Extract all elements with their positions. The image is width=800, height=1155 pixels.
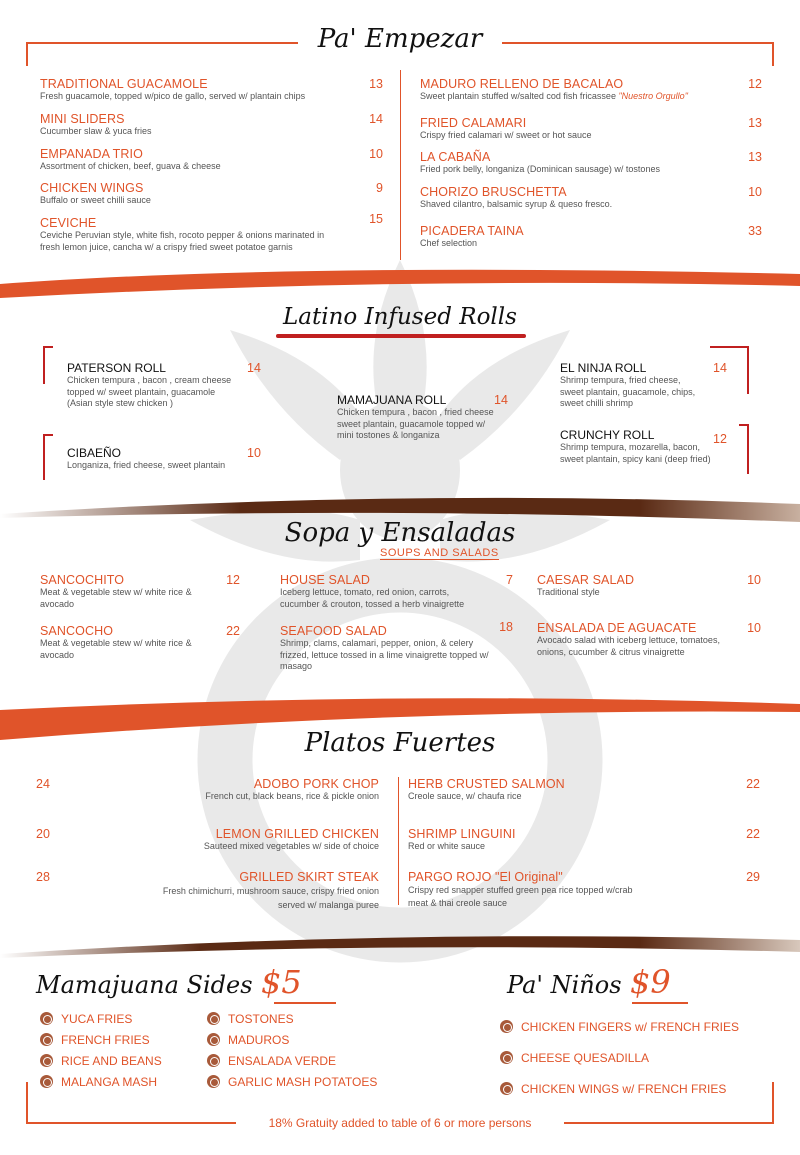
bracket — [43, 346, 53, 348]
sides-col2 — [207, 1008, 377, 1092]
section-title-sopa: Sopa y Ensaladas — [284, 518, 516, 548]
item-price: 13 — [369, 77, 383, 91]
item-desc: Longaniza, fried cheese, sweet plantain — [67, 460, 226, 470]
bullet-icon — [40, 1012, 53, 1025]
empezar-left-list — [40, 77, 385, 253]
bottom-frame-left-vert — [26, 1082, 28, 1124]
item-price: 20 — [36, 827, 50, 841]
menu-item — [40, 112, 385, 147]
item-desc: Meat & vegetable stew w/ white rice & avocado — [40, 638, 192, 660]
item-desc: Assortment of chicken, beef, guava & cheese — [40, 161, 221, 171]
menu-item — [40, 624, 240, 661]
item-price: 33 — [748, 224, 762, 238]
section-title-platos: Platos Fuertes — [304, 728, 496, 758]
item-desc: Iceberg lettuce, tomato, red onion, carrots, cucumber & crouton, tossed a herb vinaigrette — [280, 587, 465, 609]
item-price: 7 — [506, 573, 513, 587]
item-price: 14 — [494, 393, 508, 407]
menu-item — [40, 147, 385, 181]
bracket — [43, 434, 53, 436]
gratuity-note: 18% Gratuity added to table of 6 or more persons — [268, 1116, 532, 1130]
item-name: ENSALADA DE AGUACATE — [537, 621, 697, 635]
ninos-item-label: CHICKEN WINGS w/ FRENCH FRIES — [521, 1081, 727, 1096]
section-title-empezar: Pa' Empezar — [317, 24, 483, 54]
item-name: MAMAJUANA ROLL — [337, 393, 447, 407]
sopa-col3 — [537, 573, 761, 658]
side-item — [40, 1029, 162, 1050]
ninos-price-underline — [632, 1002, 688, 1004]
item-price: 10 — [369, 147, 383, 161]
side-item — [40, 1008, 162, 1029]
menu-item — [420, 116, 762, 150]
ninos-item — [500, 1073, 739, 1104]
ninos-item-label: CHICKEN FINGERS w/ FRENCH FRIES — [521, 1019, 740, 1034]
side-item — [207, 1029, 377, 1050]
item-desc: Ceviche Peruvian style, white fish, rocoto pepper & onions marinated in fresh lemon juice, cancha w/ a crispy fried sweet potatoe garnis — [40, 230, 325, 252]
ninos-list — [500, 1011, 739, 1104]
item-name: CHICKEN WINGS — [40, 181, 144, 195]
ninos-header — [507, 963, 671, 1001]
item-desc: Shrimp tempura, mozarella, bacon, sweet plantain, spicy kani (deep fried) — [560, 442, 711, 464]
menu-item — [537, 573, 761, 621]
item-name: MADURO RELLENO DE BACALAO — [420, 77, 624, 91]
side-item-label: TOSTONES — [228, 1011, 294, 1026]
bullet-icon — [207, 1075, 220, 1088]
item-name: SHRIMP LINGUINI — [408, 827, 516, 841]
menu-item — [36, 870, 379, 912]
item-desc: French cut, black beans, rice & pickle onion — [205, 791, 379, 801]
item-price: 10 — [747, 573, 761, 587]
section-title-rolls: Latino Infused Rolls — [283, 304, 517, 330]
item-price: 18 — [499, 620, 513, 634]
ninos-item-label: CHEESE QUESADILLA — [521, 1050, 650, 1065]
item-desc: Avocado salad with iceberg lettuce, tomatoes, onions, cucumber & citrus vinaigrette — [537, 635, 720, 657]
sides-price-underline — [274, 1002, 336, 1004]
bracket — [43, 434, 45, 480]
item-desc: Buffalo or sweet chilli sauce — [40, 195, 151, 205]
bracket — [739, 424, 749, 426]
item-price: 14 — [713, 361, 727, 375]
item-name: FRIED CALAMARI — [420, 116, 527, 130]
item-name: CRUNCHY ROLL — [560, 428, 655, 442]
item-price: 29 — [746, 870, 760, 884]
item-desc: Shrimp, clams, calamari, pepper, onion, & celery frizzed, lettuce tossed in a lime vinaigrette topped w/ masago — [280, 638, 489, 671]
item-name: SANCOCHO — [40, 624, 114, 638]
menu-item — [36, 827, 379, 870]
bullet-icon — [207, 1033, 220, 1046]
bullet-icon — [207, 1012, 220, 1025]
item-desc: Crispy fried calamari w/ sweet or hot sauce — [420, 130, 592, 140]
bracket — [747, 346, 749, 394]
menu-item — [420, 185, 762, 224]
menu-item — [40, 212, 385, 253]
item-name: PATERSON ROLL — [67, 361, 166, 375]
item-name: TRADITIONAL GUACAMOLE — [40, 77, 208, 91]
side-item — [40, 1050, 162, 1071]
item-desc: Creole sauce, w/ chaufa rice — [408, 791, 522, 801]
bullet-icon — [40, 1054, 53, 1067]
item-price: 10 — [747, 621, 761, 635]
item-name: LA CABAÑA — [420, 150, 491, 164]
roll-item — [337, 393, 517, 442]
swoosh-orange-1 — [0, 262, 800, 304]
empezar-column-divider — [400, 70, 401, 260]
bracket — [43, 346, 45, 384]
item-price: 24 — [36, 777, 50, 791]
item-name: ADOBO PORK CHOP — [253, 777, 379, 791]
item-desc: Crispy red snapper stuffed green pea rice topped w/crab meat & thai creole sauce — [408, 885, 633, 908]
item-desc-text: Sweet plantain stuffed w/salted cod fish fricassee — [420, 91, 616, 101]
ninos-price: $9 — [629, 963, 671, 1001]
roll-item — [560, 428, 735, 465]
menu-item — [420, 150, 762, 185]
item-desc: Fresh guacamole, topped w/pico de gallo, served w/ plantain chips — [40, 91, 306, 101]
menu-item — [408, 777, 760, 827]
item-name: PICADERA TAINA — [420, 224, 524, 238]
item-desc: Red or white sauce — [408, 841, 486, 851]
item-price: 15 — [369, 212, 383, 226]
top-frame-right-vert — [772, 42, 774, 66]
menu-item — [280, 573, 513, 624]
platos-left-list — [36, 777, 379, 912]
section-title-ninos: Pa' Niños — [507, 971, 622, 999]
side-item-label: YUCA FRIES — [61, 1011, 133, 1026]
bullet-icon — [500, 1082, 513, 1095]
item-price: 12 — [226, 573, 240, 587]
side-item-label: ENSALADA VERDE — [228, 1053, 337, 1068]
menu-item — [420, 77, 762, 116]
item-desc: Sauteed mixed vegetables w/ side of choice — [203, 841, 379, 851]
item-price: 22 — [746, 777, 760, 791]
side-item-label: RICE AND BEANS — [61, 1053, 162, 1068]
item-price: 10 — [748, 185, 762, 199]
menu-item — [408, 827, 760, 870]
item-desc: Chicken tempura , bacon , fried cheese sweet plantain, guacamole topped w/ mini tostones & longaniza — [337, 407, 494, 440]
item-name: LEMON GRILLED CHICKEN — [215, 827, 379, 841]
menu-item — [40, 77, 385, 112]
item-desc: Cucumber slaw & yuca fries — [40, 126, 152, 136]
top-frame-left-vert — [26, 42, 28, 66]
item-price: 13 — [748, 150, 762, 164]
item-desc: Fried pork belly, longaniza (Dominican sausage) w/ tostones — [420, 164, 660, 174]
item-name: CHORIZO BRUSCHETTA — [420, 185, 567, 199]
top-frame-left — [26, 42, 298, 44]
item-name: SANCOCHITO — [40, 573, 125, 587]
side-item-label: GARLIC MASH POTATOES — [228, 1074, 378, 1089]
bracket — [710, 346, 748, 348]
menu-item — [408, 870, 760, 910]
item-price: 28 — [36, 870, 50, 884]
bracket — [747, 424, 749, 474]
item-desc: Fresh chimichurri, mushroom sauce, crispy fried onion served w/ malanga puree — [162, 886, 379, 910]
sopa-col2 — [280, 573, 513, 673]
item-price: 22 — [226, 624, 240, 638]
item-desc: Shrimp tempura, fried cheese, sweet plantain, guacamole, chips, sweet chilli shrimp — [560, 375, 696, 408]
bullet-icon — [500, 1020, 513, 1033]
bottom-frame-right-vert — [772, 1082, 774, 1124]
roll-item — [67, 361, 267, 410]
item-desc: Meat & vegetable stew w/ white rice & avocado — [40, 587, 192, 609]
item-name: PARGO ROJO "El Original" — [408, 870, 563, 884]
bullet-icon — [207, 1054, 220, 1067]
menu-item — [280, 620, 513, 673]
side-item — [207, 1008, 377, 1029]
menu-item — [36, 777, 379, 827]
sides-col1 — [40, 1008, 162, 1092]
sides-header — [36, 963, 302, 1001]
item-name: EL NINJA ROLL — [560, 361, 647, 375]
side-item-label: MADUROS — [228, 1032, 290, 1047]
item-name: HERB CRUSTED SALMON — [408, 777, 565, 791]
top-frame-right — [502, 42, 774, 44]
item-price: 22 — [746, 827, 760, 841]
bottom-frame-right — [564, 1122, 774, 1124]
menu-item — [40, 181, 385, 216]
item-name: SEAFOOD SALAD — [280, 624, 387, 638]
side-item — [40, 1071, 162, 1092]
roll-item — [67, 446, 267, 472]
item-name: MINI SLIDERS — [40, 112, 125, 126]
roll-item — [560, 361, 735, 410]
side-item — [207, 1050, 377, 1071]
sides-price: $5 — [261, 963, 302, 1001]
item-price: 13 — [748, 116, 762, 130]
item-price: 9 — [376, 181, 383, 195]
platos-column-divider — [398, 777, 399, 905]
menu-item — [537, 621, 761, 658]
item-price: 10 — [247, 446, 261, 460]
bullet-icon — [40, 1075, 53, 1088]
item-name: CEVICHE — [40, 216, 97, 230]
side-item — [207, 1071, 377, 1092]
item-price: 12 — [713, 432, 727, 446]
ninos-item — [500, 1042, 739, 1073]
ninos-item — [500, 1011, 739, 1042]
empezar-right-list — [420, 77, 762, 250]
item-desc: Chicken tempura , bacon , cream cheese topped w/ sweet plantain, guacamole (Asian style stew chicken ) — [67, 375, 232, 408]
item-note: "Nuestro Orgullo" — [618, 91, 688, 101]
rolls-title-underline — [276, 334, 526, 338]
item-name: CIBAEÑO — [67, 446, 122, 460]
menu-item — [40, 573, 240, 624]
item-price: 14 — [247, 361, 261, 375]
side-item-label: FRENCH FRIES — [61, 1032, 150, 1047]
item-name: GRILLED SKIRT STEAK — [239, 870, 379, 884]
bullet-icon — [40, 1033, 53, 1046]
section-subtitle-sopa: SOUPS AND SALADS — [380, 547, 499, 559]
bullet-icon — [500, 1051, 513, 1064]
bottom-frame-left — [26, 1122, 236, 1124]
section-title-sides: Mamajuana Sides — [36, 971, 253, 999]
item-name: CAESAR SALAD — [537, 573, 635, 587]
item-desc: Chef selection — [420, 238, 478, 248]
item-price: 12 — [748, 77, 762, 91]
item-name: EMPANADA TRIO — [40, 147, 143, 161]
item-desc: Shaved cilantro, balsamic syrup & queso fresco. — [420, 199, 613, 209]
menu-item — [420, 224, 762, 250]
item-price: 14 — [369, 112, 383, 126]
sopa-col1 — [40, 573, 240, 661]
item-name: HOUSE SALAD — [280, 573, 371, 587]
item-desc: Traditional style — [537, 587, 600, 597]
item-desc — [420, 91, 762, 103]
platos-right-list — [408, 777, 760, 910]
swoosh-brown-4 — [0, 930, 800, 964]
side-item-label: MALANGA MASH — [61, 1074, 158, 1089]
